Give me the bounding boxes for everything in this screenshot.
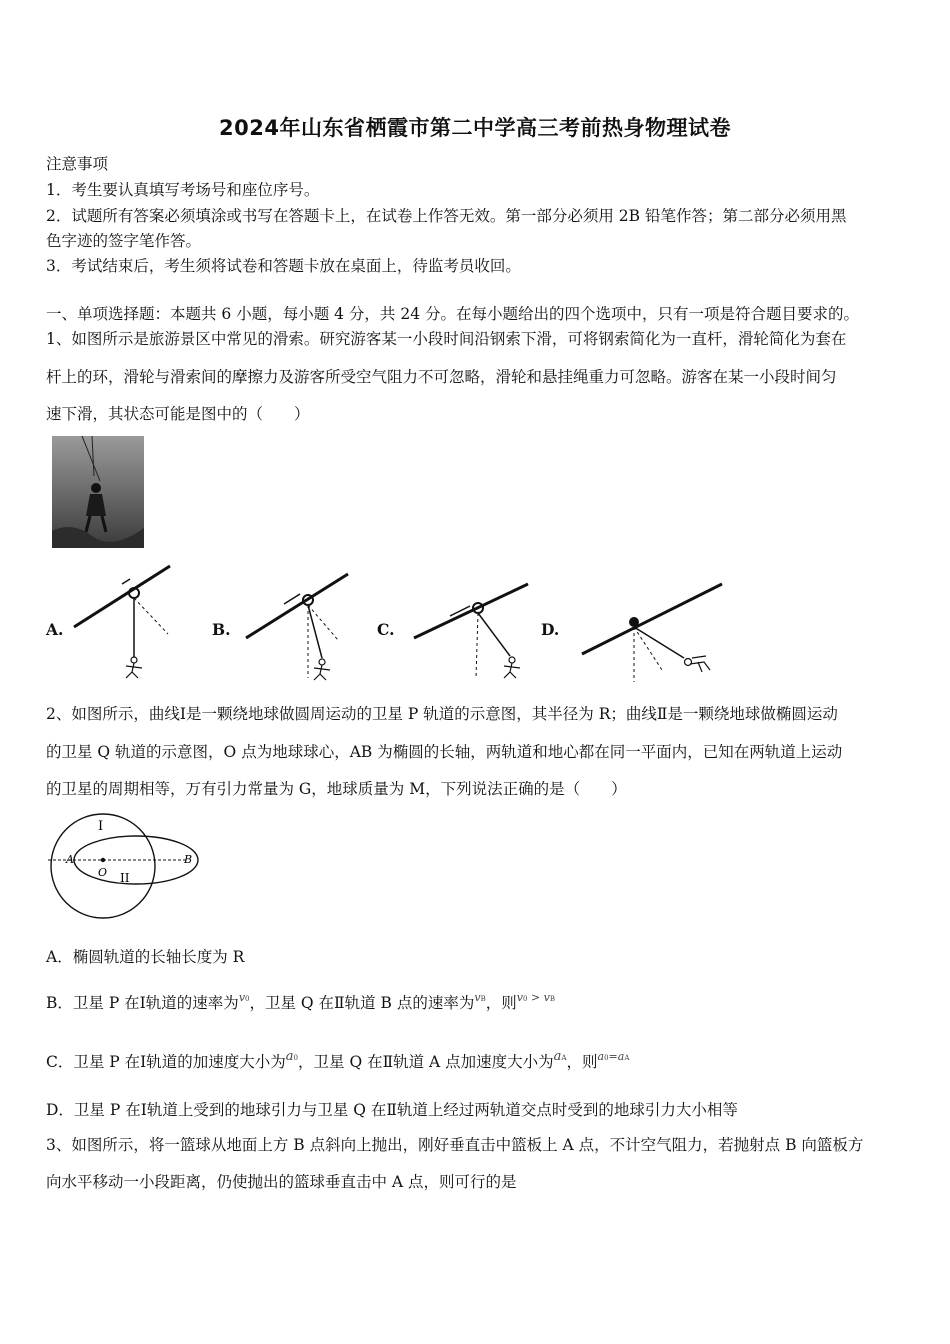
question-3-text: 3、如图所示，将一篮球从地面上方 B 点斜向上抛出，刚好垂直击中篮板上 A 点，不计空气阻力，若抛射点 B 向篮板方 xyxy=(46,1136,864,1154)
option-d-label: D. xyxy=(541,620,560,639)
option-c-text xyxy=(46,1050,629,1072)
v0-gt-vb-expression: v0 > vB xyxy=(516,991,556,1004)
point-b-label: B xyxy=(184,853,193,866)
option-c-part: ，则 xyxy=(566,1053,598,1071)
option-c-label: C. xyxy=(377,620,395,639)
option-b-part: ，卫星 Q 在Ⅱ轨道 B 点的速率为 xyxy=(249,994,475,1012)
notice-item: 3．考试结束后，考生须将试卷和答题卡放在桌面上，待监考员收回。 xyxy=(46,257,521,275)
aa-symbol: aA xyxy=(553,1049,567,1064)
question-3-text: 向水平移动一小段距离，仍使抛出的篮球垂直击中 A 点，则可行的是 xyxy=(46,1173,517,1191)
question-2-text: 2、如图所示，曲线Ⅰ是一颗绕地球做圆周运动的卫星 P 轨道的示意图，其半径为 R；曲线Ⅱ是一颗绕地球做椭圆运动 xyxy=(46,705,838,723)
orbit-1-label: I xyxy=(98,819,104,834)
option-b-part: B．卫星 P 在Ⅰ轨道的速率为 xyxy=(46,994,239,1012)
point-a-label: A xyxy=(66,853,74,866)
notice-item: 2．试题所有答案必须填涂或书写在答题卡上，在试卷上作答无效。第一部分必须用 2B 铅笔作答；第二部分必须用黑 xyxy=(46,207,847,225)
zipline-photo xyxy=(52,436,144,548)
option-c-figure xyxy=(410,570,530,685)
option-c-part: C．卫星 P 在Ⅰ轨道的加速度大小为 xyxy=(46,1053,286,1071)
option-d-text: D．卫星 P 在Ⅰ轨道上受到的地球引力与卫星 Q 在Ⅱ轨道上经过两轨道交点时受到的地球引力大小相等 xyxy=(46,1101,738,1119)
earth-center-point xyxy=(101,858,105,862)
page-title: 2024年山东省栖霞市第二中学高三考前热身物理试卷 xyxy=(219,116,731,140)
section-heading: 一、单项选择题：本题共 6 小题，每小题 4 分，共 24 分。在每小题给出的四个选项中，只有一项是符合题目要求的。 xyxy=(46,305,860,323)
point-o-label: O xyxy=(98,866,108,879)
vb-symbol: vB xyxy=(474,991,486,1004)
option-d-figure xyxy=(578,578,728,683)
notice-heading: 注意事项 xyxy=(46,155,109,173)
question-2-text: 的卫星 Q 轨道的示意图，O 点为地球球心，AB 为椭圆的长轴，两轨道和地心都在同一平面内，已知在两轨道上运动 xyxy=(46,743,843,761)
option-b-text xyxy=(46,991,555,1013)
orbit-diagram xyxy=(46,810,206,922)
option-a-label: A. xyxy=(46,620,64,639)
option-b-part: ，则 xyxy=(485,994,517,1012)
notice-item: 色字迹的签字笔作答。 xyxy=(46,232,202,250)
notice-item: 1．考生要认真填写考场号和座位序号。 xyxy=(46,181,320,199)
question-1-text: 杆上的环，滑轮与滑索间的摩擦力及游客所受空气阻力不可忽略，滑轮和悬挂绳重力可忽略。游客在某一小段时间匀 xyxy=(46,368,837,386)
option-c-part: ，卫星 Q 在Ⅱ轨道 A 点加速度大小为 xyxy=(298,1053,554,1071)
option-a-text: A．椭圆轨道的长轴长度为 R xyxy=(46,948,245,966)
option-b-figure xyxy=(242,570,352,685)
a0-eq-aa-expression: a0=aA xyxy=(597,1050,630,1063)
v0-symbol: v0 xyxy=(238,991,250,1004)
question-1-text: 速下滑，其状态可能是图中的（ ） xyxy=(46,405,310,423)
option-a-figure xyxy=(66,562,176,682)
orbit-2-label: II xyxy=(120,871,130,885)
question-1-text: 1、如图所示是旅游景区中常见的滑索。研究游客某一小段时间沿钢索下滑，可将钢索简化为一直杆，滑轮简化为套在 xyxy=(46,330,847,348)
question-2-text: 的卫星的周期相等，万有引力常量为 G，地球质量为 M，下列说法正确的是（ ） xyxy=(46,780,627,798)
option-b-label: B. xyxy=(212,620,231,639)
a0-symbol: a0 xyxy=(285,1049,299,1064)
